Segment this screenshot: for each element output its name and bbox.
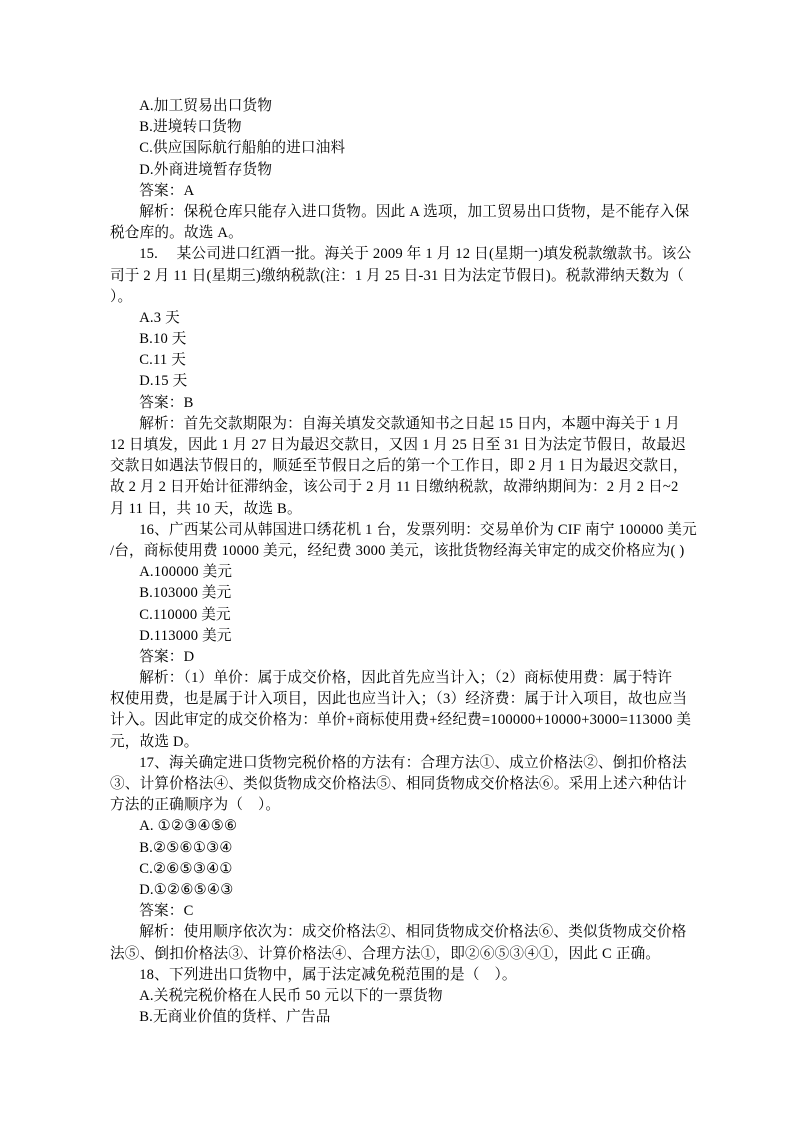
question-stem-line: ）。 [110,288,133,305]
option-line: A.关税完税价格在人民币 50 元以下的一票货物 [139,987,443,1004]
answer-line: 答案：A [139,182,195,199]
analysis-line: 解析：（1）单价：属于成交价格，因此首先应当计入；（2）商标使用费：属于特许 [139,670,673,687]
option-line: C.11 天 [139,352,187,369]
option-line: A.3 天 [139,309,180,326]
analysis-line: 月 11 日，共 10 天，故选 B。 [110,500,302,517]
analysis-line: 12 日填发，因此 1 月 27 日为最迟交款日，又因 1 月 25 日至 31 日为法定节假日，故最迟 [110,437,686,453]
option-line: D.外商进境暂存货物 [139,161,273,178]
option-line: A. ①②③④⑤⑥ [139,818,238,835]
option-line: B.10 天 [139,331,187,348]
option-line: C.②⑥⑤③④① [139,860,233,877]
option-line: D.113000 美元 [139,627,232,644]
option-line: C.供应国际航行船舶的进口油料 [139,140,346,157]
question-stem-line: 17、海关确定进口货物完税价格的方法有：合理方法①、成立价格法②、倒扣价格法 [139,754,687,771]
question-stem-line: 18、下列进出口货物中，属于法定减免税范围的是（ ）。 [139,966,517,983]
analysis-line: 元，故选 D。 [110,733,199,750]
option-line: C.110000 美元 [139,606,231,623]
option-line: D.15 天 [139,373,188,390]
analysis-line: 解析：首先交款期限为：自海关填发交款通知书之日起 15 日内，本题中海关于 1 月 [139,415,681,432]
option-line: B.进境转口货物 [139,119,242,136]
analysis-line: 解析：保税仓库只能存入进口货物。因此 A 选项，加工贸易出口货物，是不能存入保 [139,203,690,220]
option-line: B.无商业价值的货样、广告品 [139,1009,331,1026]
analysis-line: 计入。因此审定的成交价格为：单价+商标使用费+经纪费=100000+10000+3000=113000 美 [110,712,692,729]
question-stem-line: 15. 某公司进口红酒一批。海关于 2009 年 1 月 12 日(星期一)填发税款缴款书。该公 [139,246,692,263]
document-content [110,96,697,1028]
analysis-line: 权使用费，也是属于计入项目，因此也应当计入；（3）经济费：属于计入项目，故也应当 [110,691,688,708]
analysis-line: 故 2 月 2 日开始计征滞纳金，该公司于 2 月 11 日缴纳税款，故滞纳期间为：2 月 2 日~2 [110,479,679,496]
question-stem-line: 方法的正确顺序为（ ）。 [110,797,281,814]
option-line: D.①②⑥⑤④③ [139,881,234,898]
question-stem-line: 司于 2 月 11 日(星期三)缴纳税款(注：1 月 25 日-31 日为法定节假日)。税款滞纳天数为（ [110,267,685,284]
question-stem-line: 16、广西某公司从韩国进口绣花机 1 台，发票列明：交易单价为 CIF 南宁 100000 美元 [139,521,697,538]
question-stem-line: ③、计算价格法④、类似货物成交价格法⑤、相同货物成交价格法⑥。采用上述六种估计 [110,776,687,792]
answer-line: 答案：B [139,394,194,411]
analysis-line: 税仓库的。故选 A。 [110,225,243,242]
option-line: A.100000 美元 [139,564,233,581]
analysis-line: 法⑤、倒扣价格法③、计算价格法④、合理方法①，即②⑥⑤③④①，因此 C 正确。 [110,945,661,962]
question-stem-line: /台，商标使用费 10000 美元，经纪费 3000 美元，该批货物经海关审定的成交价格应为( ) [110,542,685,559]
analysis-line: 交款日如遇法节假日的，顺延至节假日之后的第一个工作日，即 2 月 1 日为最迟交款日， [110,458,688,475]
answer-line: 答案：C [139,903,194,920]
option-line: B.103000 美元 [139,585,232,602]
option-line: A.加工贸易出口货物 [139,98,273,114]
analysis-line: 解析：使用顺序依次为：成交价格法②、相同货物成交价格法⑥、类似货物成交价格 [139,924,687,941]
answer-line: 答案：D [139,648,195,665]
option-line: B.②⑤⑥①③④ [139,839,233,856]
